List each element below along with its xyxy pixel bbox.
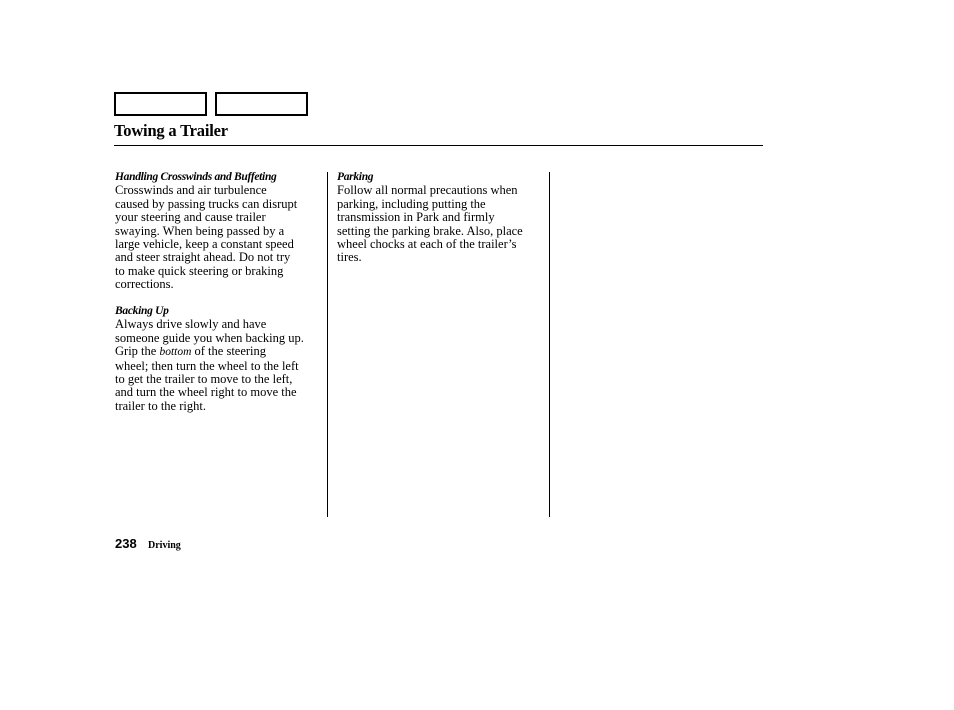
section-body	[115, 318, 325, 413]
page-title: Towing a Trailer	[114, 121, 228, 140]
body-text: of the steering wheel; then turn the wheel to the left to get the trailer to move to the left, and turn the wheel right to move the trailer to the right.	[115, 344, 299, 413]
section-body: Follow all normal precautions when parking, including putting the transmission in Park and firmly setting the parking brake. Also, place wheel chocks at each of the trailer’s tires.	[337, 183, 523, 265]
page-number: 238	[115, 536, 137, 551]
section-body: Crosswinds and air turbulence caused by passing trucks can disrupt your steering and cause trailer swaying. When being passed by a large vehicle, keep a constant speed and steer straight ahead. Do not try to make quick steering or braking corrections.	[115, 183, 298, 292]
emphasis-text: bottom	[159, 346, 192, 359]
column-middle	[337, 171, 547, 265]
body-text: Always drive slowly and have someone guide you when backing up. Grip the	[115, 317, 304, 359]
nav-tab-box-2[interactable]	[215, 92, 308, 116]
section-crosswinds	[115, 171, 325, 292]
section-heading: Handling Crosswinds and Buffeting	[115, 171, 277, 183]
section-heading: Backing Up	[115, 305, 169, 318]
section-parking	[337, 171, 547, 265]
section-heading: Parking	[337, 171, 374, 183]
column-divider	[327, 172, 328, 517]
column-left	[115, 171, 325, 413]
column-divider	[549, 172, 550, 517]
footer-section-name: Driving	[148, 540, 181, 551]
section-backing-up	[115, 305, 325, 413]
title-divider	[114, 145, 763, 146]
nav-tab-box-1[interactable]	[114, 92, 207, 116]
